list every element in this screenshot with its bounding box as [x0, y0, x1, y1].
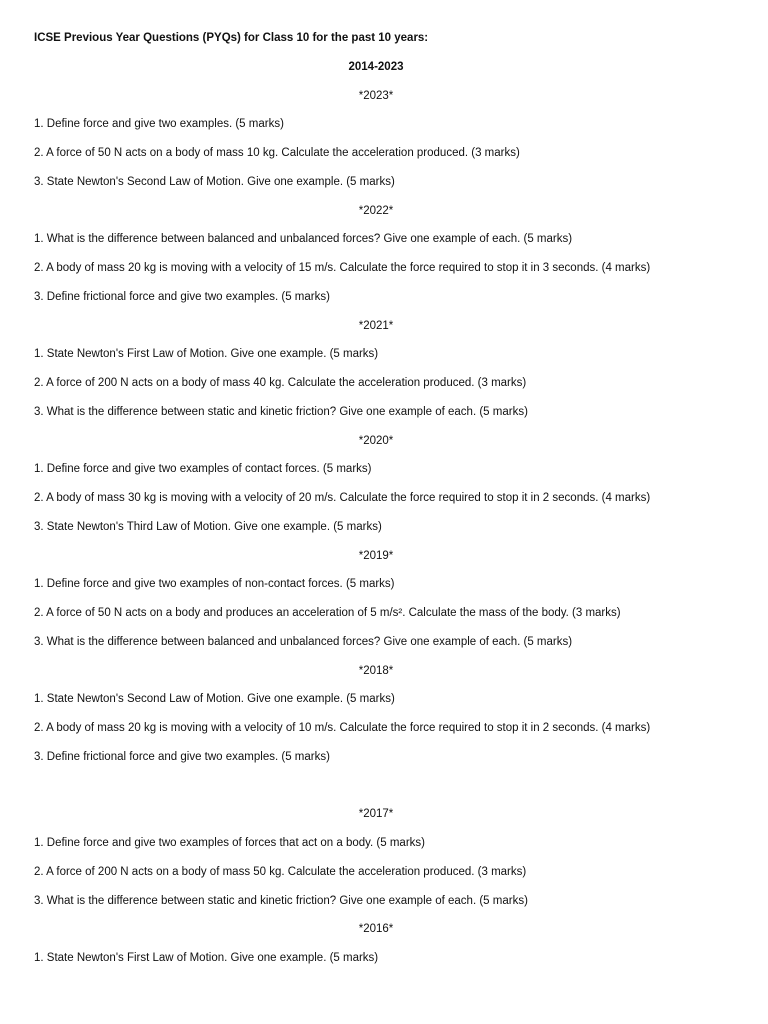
question-item: 1. What is the difference between balanced and unbalanced forces? Give one example of each. (5 marks): [34, 233, 573, 245]
section-heading-2023: *2023*: [358, 90, 394, 102]
section-heading-2019: *2019*: [358, 550, 394, 562]
question-item: 1. Define force and give two examples of forces that act on a body. (5 marks): [34, 837, 425, 849]
question-item: 2. A force of 50 N acts on a body and produces an acceleration of 5 m/s². Calculate the mass of the body. (3 marks): [34, 607, 621, 619]
question-item: 1. State Newton's Second Law of Motion. Give one example. (5 marks): [34, 693, 395, 705]
question-item: 3. State Newton's Third Law of Motion. Give one example. (5 marks): [34, 521, 382, 533]
question-item: 3. What is the difference between static and kinetic friction? Give one example of each. (5 marks): [34, 406, 528, 418]
year-range: 2014-2023: [348, 61, 404, 73]
question-item: 2. A body of mass 30 kg is moving with a velocity of 20 m/s. Calculate the force required to stop it in 2 seconds. (4 marks): [34, 492, 651, 504]
question-item: 3. Define frictional force and give two examples. (5 marks): [34, 751, 330, 763]
section-heading-2018: *2018*: [358, 665, 394, 677]
question-item: 2. A force of 50 N acts on a body of mass 10 kg. Calculate the acceleration produced. (3 marks): [34, 147, 520, 159]
question-item: 3. What is the difference between static and kinetic friction? Give one example of each. (5 marks): [34, 895, 528, 907]
question-item: 1. State Newton's First Law of Motion. Give one example. (5 marks): [34, 952, 379, 964]
question-item: 3. Define frictional force and give two examples. (5 marks): [34, 291, 330, 303]
document-title: ICSE Previous Year Questions (PYQs) for Class 10 for the past 10 years:: [34, 32, 429, 44]
question-item: 3. What is the difference between balanced and unbalanced forces? Give one example of each. (5 marks): [34, 636, 573, 648]
question-item: 1. Define force and give two examples of contact forces. (5 marks): [34, 463, 372, 475]
section-heading-2017: *2017*: [358, 808, 394, 820]
section-heading-2020: *2020*: [358, 435, 394, 447]
question-item: 2. A body of mass 20 kg is moving with a velocity of 10 m/s. Calculate the force required to stop it in 2 seconds. (4 marks): [34, 722, 651, 734]
section-heading-2021: *2021*: [358, 320, 394, 332]
question-item: 1. Define force and give two examples of non-contact forces. (5 marks): [34, 578, 395, 590]
question-item: 1. State Newton's First Law of Motion. Give one example. (5 marks): [34, 348, 379, 360]
question-item: 3. State Newton's Second Law of Motion. Give one example. (5 marks): [34, 176, 395, 188]
question-item: 2. A body of mass 20 kg is moving with a velocity of 15 m/s. Calculate the force required to stop it in 3 seconds. (4 marks): [34, 262, 651, 274]
question-item: 2. A force of 200 N acts on a body of mass 40 kg. Calculate the acceleration produced. (3 marks): [34, 377, 527, 389]
question-item: 1. Define force and give two examples. (5 marks): [34, 118, 284, 130]
question-item: 2. A force of 200 N acts on a body of mass 50 kg. Calculate the acceleration produced. (3 marks): [34, 866, 527, 878]
section-heading-2022: *2022*: [358, 205, 394, 217]
section-heading-2016: *2016*: [358, 923, 394, 935]
